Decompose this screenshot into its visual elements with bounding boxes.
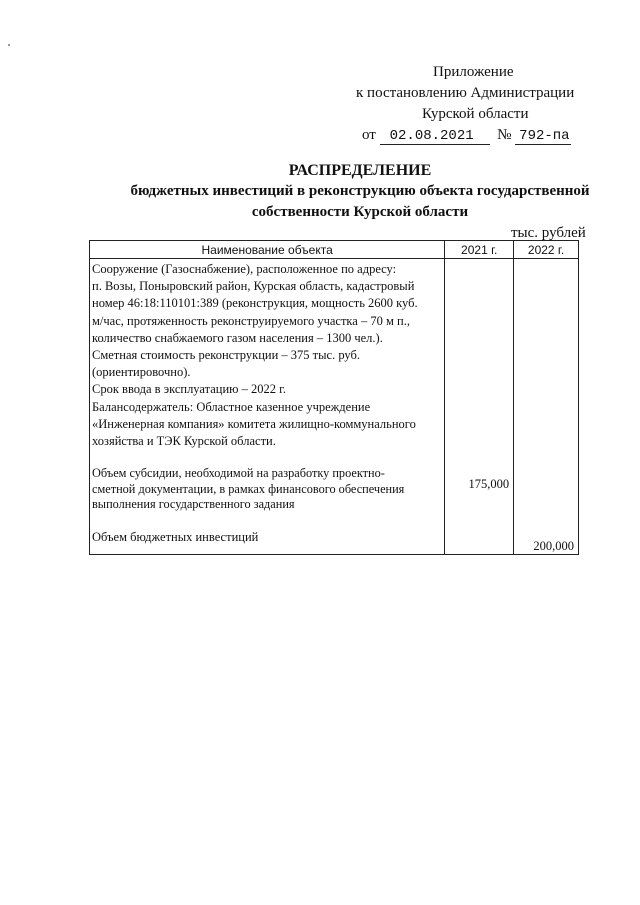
appendix-date-line: [330, 125, 585, 146]
table-row: [90, 259, 579, 555]
description-line: м/час, протяженность реконструируемого участка – 70 м п.,: [92, 313, 410, 328]
description-line: «Инженерная компания» комитета жилищно-коммунального: [92, 416, 416, 431]
description-line: п. Возы, Поныровский район, Курская область, кадастровый: [92, 279, 415, 294]
subsidy-text: [92, 466, 440, 513]
resolution-date: 02.08.2021: [380, 128, 490, 145]
subsidy-line: выполнения государственного задания: [92, 497, 295, 512]
appendix-line-1: Приложение: [433, 64, 514, 80]
object-description-cell: [90, 259, 445, 555]
description-line: количество снабжаемого газом населения – 1300 чел.).: [92, 330, 383, 345]
subsidy-line: сметной документации, в рамках финансового обеспечения: [92, 481, 405, 496]
description-line: Балансодержатель: Областное казенное учреждение: [92, 399, 371, 414]
description-line: Срок ввода в эксплуатацию – 2022 г.: [92, 382, 286, 397]
description-line: номер 46:18:110101:389 (реконструкция, мощность 2600 куб.: [92, 296, 418, 311]
scan-speck: [8, 44, 10, 46]
value-2021-cell: [445, 259, 514, 555]
description-line: (ориентировочно).: [92, 365, 191, 380]
investment-label: Объем бюджетных инвестиций: [92, 529, 259, 544]
number-prefix: №: [497, 127, 512, 143]
header-2021: 2021 г.: [445, 241, 514, 259]
description-line: хозяйства и ТЭК Курской области.: [92, 434, 276, 449]
value-2021: 175,000: [468, 477, 510, 491]
document-title: РАСПРЕДЕЛЕНИЕ: [288, 162, 432, 179]
resolution-number: 792-па: [515, 128, 571, 145]
appendix-line-3: Курской области: [422, 106, 529, 122]
subsidy-line: Объем субсидии, необходимой на разработку проектно-: [92, 466, 385, 481]
document-subtitle-line-1: бюджетных инвестиций в реконструкцию объекта государственной: [130, 183, 590, 199]
value-2022: 200,000: [533, 539, 574, 553]
unit-label: тыс. рублей: [511, 225, 586, 241]
description-line: Сооружение (Газоснабжение), расположенное по адресу:: [92, 262, 397, 276]
table-header-row: [90, 241, 579, 259]
header-2022: 2022 г.: [514, 241, 579, 259]
date-prefix: от: [362, 127, 376, 143]
header-object-name: Наименование объекта: [90, 241, 445, 259]
appendix-line-2: к постановлению Администрации: [356, 85, 575, 101]
investment-table: [89, 240, 579, 555]
value-2022-cell: [514, 259, 579, 555]
object-description: [90, 259, 444, 546]
document-subtitle-line-2: собственности Курской области: [251, 204, 469, 220]
appendix-block: [330, 62, 585, 146]
description-line: Сметная стоимость реконструкции – 375 тыс. руб.: [92, 348, 360, 363]
